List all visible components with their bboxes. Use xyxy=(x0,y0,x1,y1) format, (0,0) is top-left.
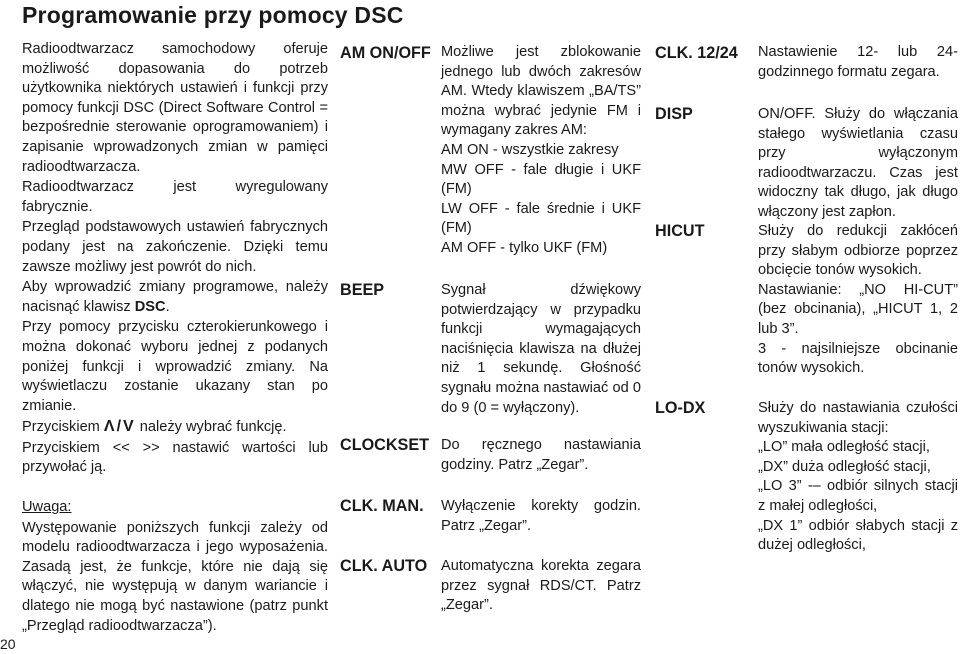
up-down-arrows-icon: Λ/V xyxy=(103,418,136,436)
press-dsc-paragraph: Aby wprowadzić zmiany programowe, należy nacisnąć klawisz DSC. xyxy=(22,279,328,315)
term-clockset: CLOCKSET xyxy=(340,436,430,454)
term-clk-12-24: CLK. 12/24 xyxy=(655,44,738,62)
intro-column xyxy=(22,40,328,637)
term-disp: DISP xyxy=(655,105,693,123)
definition-clk-12-24: Nastawienie 12- lub 24-godzinnego formatu zegara. xyxy=(758,44,958,80)
term-lo-dx: LO-DX xyxy=(655,399,706,417)
select-function-paragraph: Przyciskiem Λ/V należy wybrać funkcję. xyxy=(22,418,287,436)
term-am-on-off: AM ON/OFF xyxy=(340,44,431,62)
definition-beep: Sygnał dźwiękowy potwierdzający w przypadku funkcji wymagających naciśnięcia klawisza na dłużej niż 1 sekundę. Głośność sygnału można nastawiać od 0 do 9 (0 = wyłączony). xyxy=(441,282,641,416)
definition-am-on-off: Możliwe jest zblokowanie jednego lub dwóch zakresów AM. Wtedy klawiszem „BA/TS” można wybrać jedynie FM i wymagany zakres AM: AM ON - wszystkie zakresy MW OFF - fale długie i UKF (FM) LW OFF - fale średnie i UKF (FM) AM OFF - tylko UKF (FM) xyxy=(441,44,641,256)
term-hicut: HICUT xyxy=(655,222,705,240)
factory-setting-paragraph: Radioodtwarzacz jest wyregulowany fabrycznie. xyxy=(22,179,328,215)
page-title: Programowanie przy pomocy DSC xyxy=(22,2,404,28)
term-beep: BEEP xyxy=(340,281,385,299)
navigation-paragraph: Przy pomocy przycisku czterokierunkowego i można dokonać wyboru jednej z podanych poniżej funkcji i wprowadzić zmiany. Na wyświetlaczu zostanie ukazany stan po zmianie. xyxy=(22,319,328,414)
definition-clk-auto: Automatyczna korekta zegara przez sygnał RDS/CT. Patrz „Zegar”. xyxy=(441,558,641,614)
note-paragraph: Występowanie poniższych funkcji zależy od modelu radioodtwarzacza i jego wyposażenia. Zasadą jest, że funkcje, które nie dają się włączyć, nie występują w danym wariancie i dlatego nie mogą być nastawione (patrz punkt „Przegląd radioodtwarzacza”). xyxy=(22,519,328,634)
page-number: 20 xyxy=(0,636,16,652)
definition-hicut: Służy do redukcji zakłóceń przy słabym odbiorze poprzez obcięcie tonów wysokich. Nastawianie: „NO HI-CUT” (bez obcinania), „HICUT 1, 2 lub 3”. 3 - najsilniejsze obcinanie tonów wysokich. xyxy=(758,223,958,377)
definition-disp: ON/OFF. Służy do włączania stałego wyświetlania czasu przy wyłączonym radioodtwarzaczu. Czas jest widoczny tak długo, jak długo włączony jest zapłon. xyxy=(758,106,958,220)
set-value-paragraph: Przyciskiem << >> nastawić wartości lub przywołać ją. xyxy=(22,439,328,476)
definition-lo-dx: Służy do nastawiania czułości wyszukiwania stacji: „LO” mała odległość stacji, „DX” duża odległość stacji, „LO 3” -– odbiór silnych stacji z małej odległości, „DX 1” odbiór słabych stacji z dużej odległości, xyxy=(758,400,958,554)
intro-paragraph: Radioodtwarzacz samochodowy oferuje możliwość dopasowania do potrzeb użytkownika niektórych ustawień i funkcji przy pomocy funkcji DSC (Direct Software Control = bezpośrednie sterowanie oprogramowaniem) i zapisanie wprowadzonych zmian w pamięci radioodtwarzacza. xyxy=(22,41,328,175)
term-clk-man: CLK. MAN. xyxy=(340,497,424,515)
note-label: Uwaga: xyxy=(22,499,72,516)
definition-clockset: Do ręcznego nastawiania godziny. Patrz „Zegar”. xyxy=(441,437,641,473)
dsc-key-label: DSC xyxy=(134,298,166,315)
definition-clk-man: Wyłączenie korekty godzin. Patrz „Zegar”. xyxy=(441,498,641,534)
term-clk-auto: CLK. AUTO xyxy=(340,557,428,575)
overview-paragraph: Przegląd podstawowych ustawień fabrycznych podany jest na zakończenie. Dzięki temu zawsze możliwy jest powrót do nich. xyxy=(22,219,328,275)
